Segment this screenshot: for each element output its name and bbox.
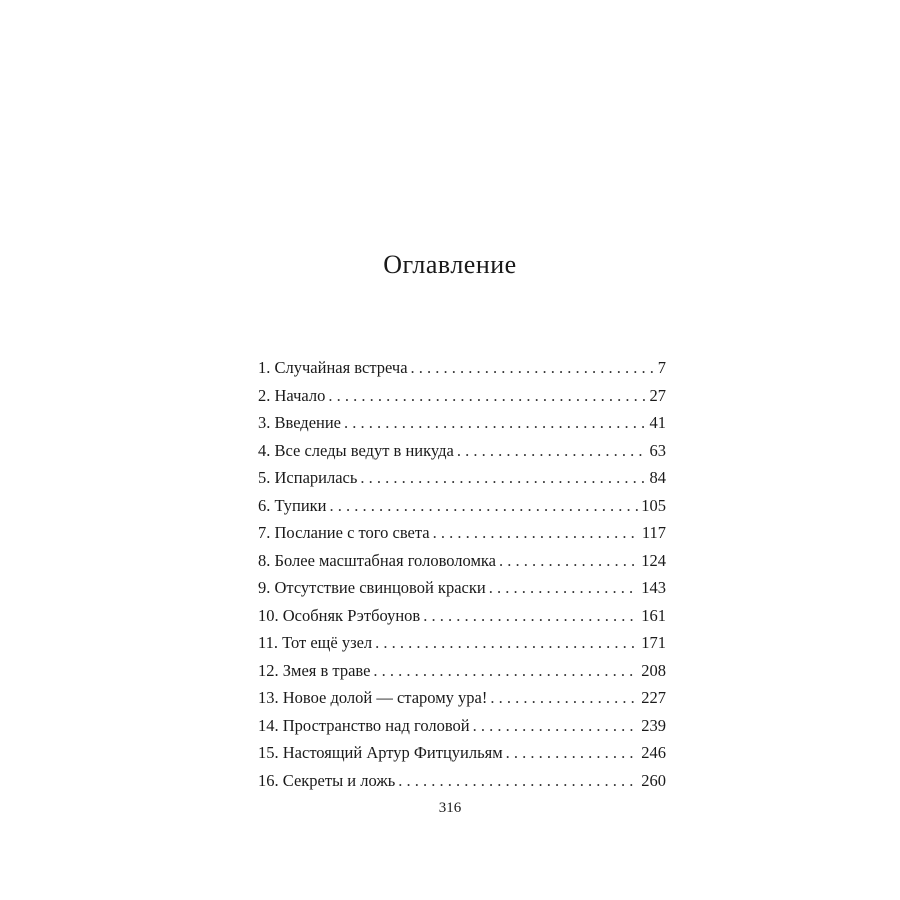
- toc-entry: [258, 409, 666, 437]
- table-of-contents: [258, 354, 666, 794]
- toc-entry: [258, 739, 666, 767]
- toc-leader-dots: [411, 354, 655, 382]
- toc-leader-dots: [489, 574, 639, 602]
- toc-entry-page: 124: [641, 550, 666, 570]
- toc-entry-title: 15. Настоящий Артур Фитцуильям: [258, 743, 503, 762]
- toc-entry-title: 7. Послание с того света: [258, 523, 430, 542]
- toc-leader-dots: [423, 602, 638, 630]
- toc-leader-dots: [375, 629, 638, 657]
- toc-entry-page: 63: [649, 440, 666, 460]
- toc-entry-page: 260: [641, 770, 666, 790]
- toc-entry: [258, 464, 666, 492]
- toc-entry-title: 9. Отсутствие свинцовой краски: [258, 578, 486, 597]
- toc-leader-dots: [490, 684, 638, 712]
- toc-entry-page: 239: [641, 715, 666, 735]
- toc-entry: [258, 547, 666, 575]
- toc-entry: [258, 629, 666, 657]
- toc-leader-dots: [398, 767, 638, 795]
- toc-entry: [258, 492, 666, 520]
- toc-entry-page: 246: [641, 743, 666, 762]
- toc-leader-dots: [344, 409, 646, 437]
- toc-entry-title: 14. Пространство над головой: [258, 715, 470, 735]
- toc-entry: [258, 437, 666, 465]
- toc-entry-page: 7: [657, 358, 666, 377]
- toc-leader-dots: [473, 712, 639, 740]
- toc-entry-title: 3. Введение: [258, 413, 342, 432]
- toc-entry-page: 227: [641, 688, 666, 707]
- toc-entry-page: 41: [649, 413, 666, 432]
- toc-entry-page: 84: [649, 468, 666, 487]
- toc-entry-page: 143: [641, 578, 666, 597]
- toc-entry: [258, 602, 666, 630]
- toc-entry: [258, 712, 666, 740]
- toc-entry-title: 10. Особняк Рэтбоунов: [258, 605, 421, 625]
- toc-entry-page: 208: [641, 660, 666, 680]
- toc-leader-dots: [328, 382, 646, 410]
- toc-entry-title: 1. Случайная встреча: [258, 358, 408, 377]
- toc-entry: [258, 684, 666, 712]
- toc-leader-dots: [373, 657, 638, 685]
- toc-entry-page: 117: [641, 523, 666, 542]
- toc-entry-page: 105: [641, 495, 666, 515]
- toc-entry: [258, 382, 666, 410]
- toc-entry: [258, 519, 666, 547]
- page-title: Оглавление: [383, 250, 517, 279]
- toc-entry-title: 13. Новое долой — старому ура!: [258, 688, 488, 707]
- toc-entry-page: 161: [641, 605, 666, 625]
- page-number: 316: [438, 800, 462, 816]
- toc-leader-dots: [499, 547, 638, 575]
- toc-entry-title: 5. Испарилась: [258, 468, 358, 487]
- toc-leader-dots: [433, 519, 639, 547]
- toc-entry: [258, 657, 666, 685]
- toc-entry-title: 8. Более масштабная головоломка: [258, 550, 496, 570]
- toc-entry-title: 12. Змея в траве: [258, 660, 371, 680]
- toc-entry: [258, 354, 666, 382]
- toc-leader-dots: [360, 464, 646, 492]
- toc-entry-title: 11. Тот ещё узел: [258, 633, 373, 652]
- toc-entry: [258, 767, 666, 795]
- toc-leader-dots: [506, 739, 639, 767]
- toc-leader-dots: [457, 437, 647, 465]
- toc-entry: [258, 574, 666, 602]
- toc-entry-page: 27: [649, 385, 666, 405]
- toc-entry-page: 171: [641, 633, 666, 652]
- toc-entry-title: 4. Все следы ведут в никуда: [258, 440, 454, 460]
- toc-entry-title: 6. Тупики: [258, 495, 327, 515]
- toc-entry-title: 2. Начало: [258, 385, 326, 405]
- toc-leader-dots: [330, 492, 639, 520]
- toc-entry-title: 16. Секреты и ложь: [258, 770, 396, 790]
